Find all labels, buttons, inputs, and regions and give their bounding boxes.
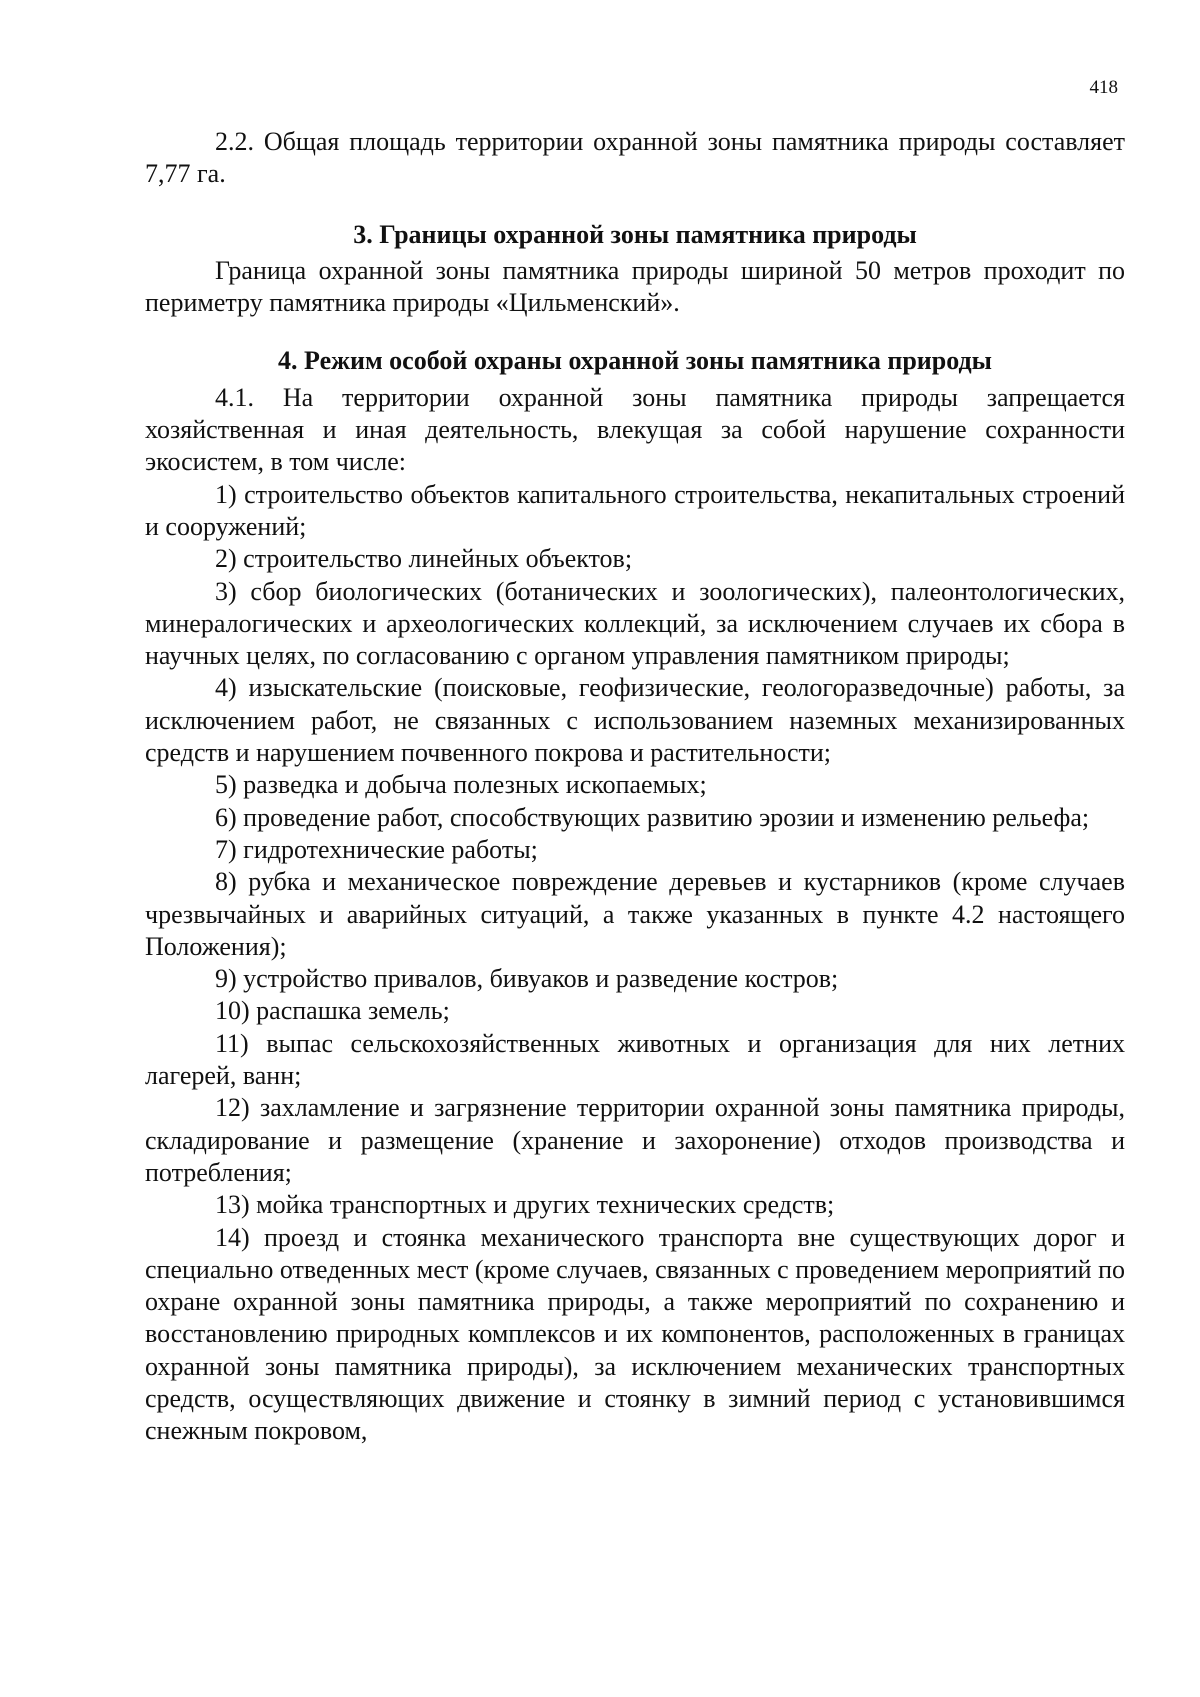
list-item: 8) рубка и механическое повреждение деревьев и кустарников (кроме случаев чрезвычайных и аварийных ситуаций, а также указанных в пункте 4.2 настоящего Положения); — [145, 867, 1125, 961]
list-item: 13) мойка транспортных и других технических средств; — [215, 1190, 835, 1220]
section-4-heading: 4. Режим особой охраны охранной зоны памятника природы — [278, 346, 992, 376]
list-item: 14) проезд и стоянка механического транспорта вне существующих дорог и специально отведенных мест (кроме случаев, связанных с проведением мероприятий по охране охранной зоны памятника природы, а также мероприятий по сохранению и восстановлению природных комплексов и их компонентов, расположенных в границах охранной зоны памятника природы), за исключением механических транспортных средств, осуществляющих движение и стоянку в зимний период с установившимся снежным покровом, — [145, 1222, 1125, 1446]
list-item: 5) разведка и добыча полезных ископаемых; — [215, 770, 707, 800]
document-body — [145, 126, 1125, 1448]
list-item: 11) выпас сельскохозяйственных животных и организация для них летних лагерей, ванн; — [145, 1028, 1125, 1091]
list-item: 3) сбор биологических (ботанических и зоологических), палеонтологических, минералогических и археологических коллекций, за исключением случаев их сбора в научных целях, по согласованию с органом управления памятником природы; — [145, 576, 1125, 671]
list-item: 7) гидротехнические работы; — [215, 834, 538, 864]
section-3-heading: 3. Границы охранной зоны памятника природы — [353, 219, 917, 249]
page-number: 418 — [1089, 77, 1118, 98]
list-item: 10) распашка земель; — [215, 996, 450, 1026]
list-item: 12) захламление и загрязнение территории охранной зоны памятника природы, складирование и размещение (хранение и захоронение) отходов производства и потребления; — [145, 1093, 1125, 1187]
paragraph-4-1: 4.1. На территории охранной зоны памятника природы запрещается хозяйственная и иная деятельность, влекущая за собой нарушение сохранности экосистем, в том числе: — [145, 382, 1125, 477]
paragraph-2-2: 2.2. Общая площадь территории охранной зоны памятника природы составляет 7,77 га. — [145, 127, 1125, 189]
list-item: 1) строительство объектов капитального строительства, некапитальных строений и сооружений; — [145, 479, 1125, 541]
list-item: 9) устройство привалов, бивуаков и разведение костров; — [215, 964, 839, 994]
list-item: 4) изыскательские (поисковые, геофизические, геологоразведочные) работы, за исключением работ, не связанных с использованием наземных механизированных средств и нарушением почвенного покрова и растительности; — [145, 673, 1125, 768]
list-item: 2) строительство линейных объектов; — [215, 544, 633, 574]
paragraph-3: Граница охранной зоны памятника природы шириной 50 метров проходит по периметру памятника природы «Цильменский». — [145, 255, 1125, 318]
list-item: 6) проведение работ, способствующих развитию эрозии и изменению рельефа; — [215, 802, 1090, 832]
